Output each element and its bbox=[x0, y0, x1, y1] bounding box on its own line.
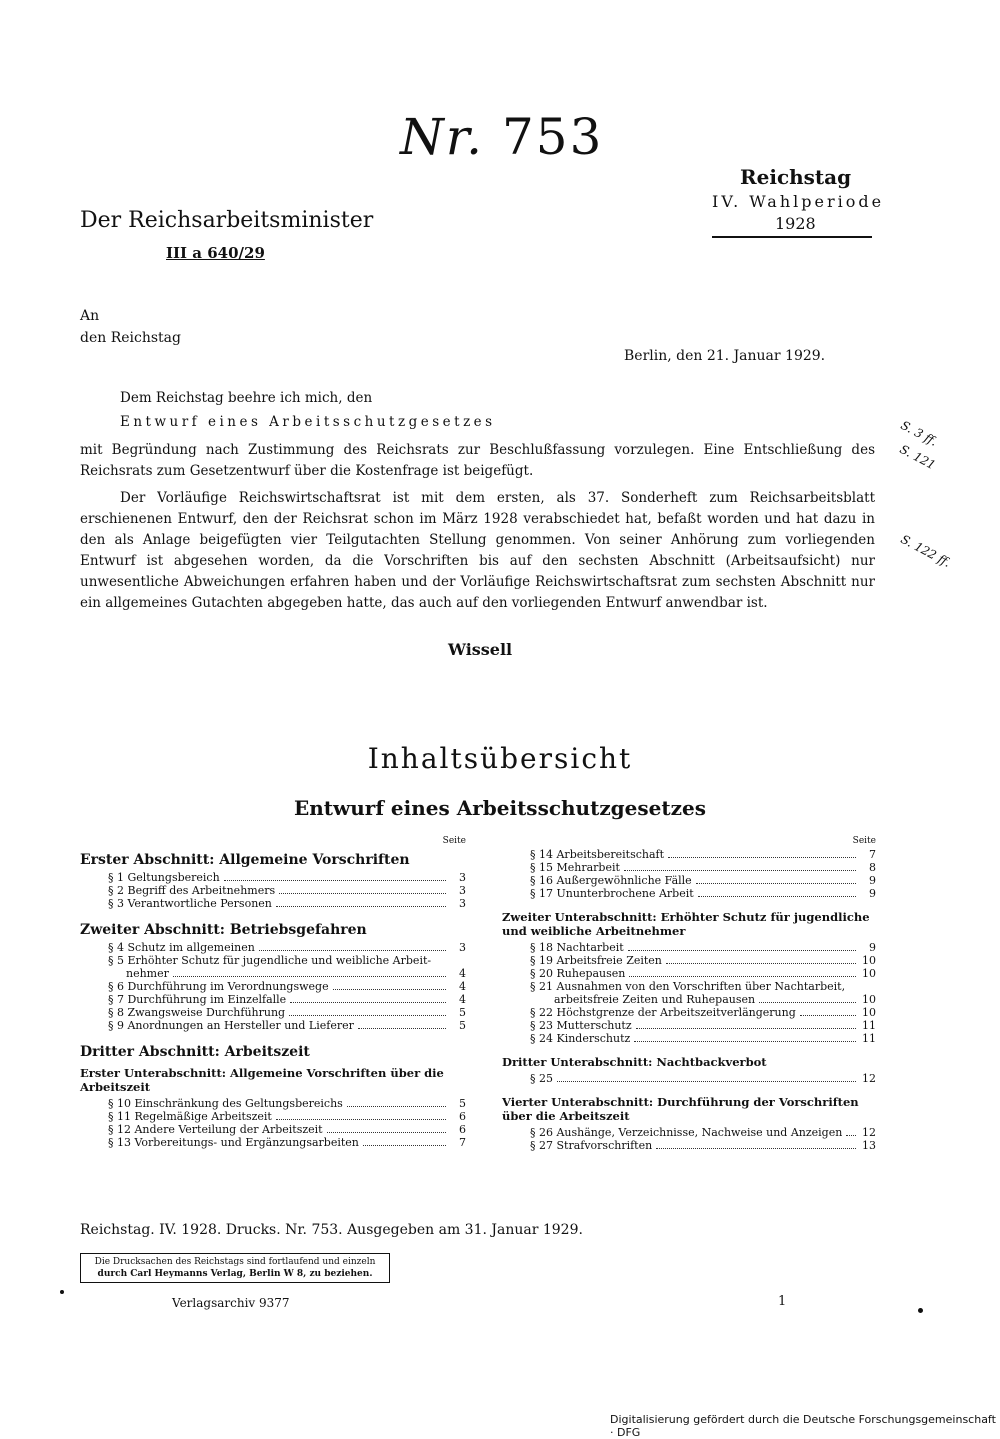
toc-entry-wrap: § 21 Ausnahmen von den Vorschriften über Nachtarbeit, bbox=[530, 980, 846, 993]
toc-right-column bbox=[502, 836, 876, 1152]
archive-number: Verlagsarchiv 9377 bbox=[172, 1296, 290, 1310]
toc-entry: § 2 Begriff des Arbeitnehmers 3 bbox=[108, 884, 466, 897]
toc-entry: § 14 Arbeitsbereitschaft 7 bbox=[530, 848, 876, 861]
number-value: 753 bbox=[501, 108, 604, 166]
signature: Wissell bbox=[448, 640, 513, 659]
toc-entry: nehmer 4 bbox=[126, 967, 466, 980]
toc-entry: § 7 Durchführung im Einzelfalle 4 bbox=[108, 993, 466, 1006]
toc-entry: § 1 Geltungsbereich 3 bbox=[108, 871, 466, 884]
toc-entry: § 22 Höchstgrenze der Arbeitszeitverlängerung 10 bbox=[530, 1006, 876, 1019]
publisher-box-line-1: Die Drucksachen des Reichstags sind fortlaufend und einzeln bbox=[94, 1257, 376, 1267]
toc-entry: § 12 Andere Verteilung der Arbeitszeit 6 bbox=[108, 1123, 466, 1136]
toc-title: Inhaltsübersicht bbox=[367, 742, 633, 775]
addressee-line-1: An bbox=[80, 308, 100, 324]
toc-subtitle: Entwurf eines Arbeitsschutzgesetzes bbox=[294, 796, 706, 820]
subsection-heading: Dritter Unterabschnitt: Nachtbackverbot bbox=[502, 1055, 767, 1069]
number-prefix: Nr. bbox=[400, 108, 485, 166]
toc-entry: arbeitsfreie Zeiten und Ruhepausen 10 bbox=[554, 993, 876, 1006]
toc-entry-wrap: § 5 Erhöhter Schutz für jugendliche und weibliche Arbeit- bbox=[108, 954, 432, 967]
toc-entry: § 15 Mehrarbeit 8 bbox=[530, 861, 876, 874]
subsection-heading: Zweiter Unterabschnitt: Erhöhter Schutz für jugendliche und weibliche Arbeitnehmer bbox=[502, 910, 870, 938]
ink-speck bbox=[918, 1308, 923, 1313]
paragraph-1-line-2: Entwurf eines Arbeitsschutzgesetzes bbox=[120, 414, 496, 430]
publisher-box bbox=[80, 1253, 390, 1283]
toc-entry: § 9 Anordnungen an Hersteller und Lieferer 5 bbox=[108, 1019, 466, 1032]
period-year: 1928 bbox=[775, 214, 816, 233]
toc-entry: § 8 Zwangsweise Durchführung 5 bbox=[108, 1006, 466, 1019]
toc-entry: § 27 Strafvorschriften 13 bbox=[530, 1139, 876, 1152]
section-heading: Zweiter Abschnitt: Betriebsgefahren bbox=[80, 922, 367, 938]
toc-entry: § 24 Kinderschutz 11 bbox=[530, 1032, 876, 1045]
toc-entry: § 20 Ruhepausen 10 bbox=[530, 967, 876, 980]
dfg-credit: Digitalisierung gefördert durch die Deutsche Forschungsgemeinschaft · DFG bbox=[610, 1413, 996, 1439]
publisher-box-line-2: durch Carl Heymanns Verlag, Berlin W 8, zu beziehen. bbox=[97, 1269, 373, 1279]
margin-note-2: S. 121 bbox=[897, 442, 938, 473]
toc-left-column bbox=[80, 836, 466, 1149]
seite-label: Seite bbox=[852, 836, 876, 846]
section-heading: Dritter Abschnitt: Arbeitszeit bbox=[80, 1044, 310, 1060]
seite-label: Seite bbox=[442, 836, 466, 846]
margin-note-1: S. 3 ff. bbox=[898, 418, 940, 449]
toc-entry: § 10 Einschränkung des Geltungsbereichs 5 bbox=[108, 1097, 466, 1110]
paragraph-1-line-1: Dem Reichstag beehre ich mich, den bbox=[120, 390, 373, 406]
paragraph-2: Der Vorläufige Reichswirtschaftsrat ist mit dem ersten, als 37. Sonderheft zum Reichsarbeitsblatt erschienenen Entwurf, den der Reichsrat schon im März 1928 verabschiedet hat, befaßt worden und hat dazu in den als Anlage beigefügten vier Teilgutachten Stellung genommen. Von seiner Anhörung zum vorliegenden Entwurf ist abgesehen worden, da die Vorschriften bis auf den sechsten Abschnitt (Arbeitsaufsicht) nur unwesentliche Abweichungen erfahren haben und der Vorläufige Reichswirtschaftsrat zum sechsten Abschnitt nur ein allgemeines Gutachten abgegeben hatte, das auch auf den vorliegenden Entwurf anwendbar ist. bbox=[80, 490, 875, 611]
toc-entry: § 11 Regelmäßige Arbeitszeit 6 bbox=[108, 1110, 466, 1123]
section-heading: Erster Abschnitt: Allgemeine Vorschriften bbox=[80, 852, 410, 868]
toc-entry: § 4 Schutz im allgemeinen 3 bbox=[108, 941, 466, 954]
toc-entry: § 16 Außergewöhnliche Fälle 9 bbox=[530, 874, 876, 887]
reference-number: III a 640/29 bbox=[166, 244, 265, 262]
subsection-heading: Erster Unterabschnitt: Allgemeine Vorschriften über die Arbeitszeit bbox=[80, 1066, 444, 1094]
paragraph-1-line-3: mit Begründung nach Zustimmung des Reichsrats zur Beschlußfassung vorzulegen. Eine Entschließung des Reichsrats zum Gesetzentwurf über die Kostenfrage ist beigefügt. bbox=[80, 442, 875, 479]
letter-date: Berlin, den 21. Januar 1929. bbox=[624, 348, 826, 364]
period-label: IV. Wahlperiode bbox=[712, 192, 885, 211]
addressee-line-2: den Reichstag bbox=[80, 330, 181, 346]
toc-entry: § 23 Mutterschutz 11 bbox=[530, 1019, 876, 1032]
toc-entry: § 25 12 bbox=[530, 1072, 876, 1085]
page-number: 1 bbox=[778, 1294, 787, 1309]
footer-line: Reichstag. IV. 1928. Drucks. Nr. 753. Ausgegeben am 31. Januar 1929. bbox=[80, 1222, 583, 1238]
toc-entry: § 26 Aushänge, Verzeichnisse, Nachweise und Anzeigen 12 bbox=[530, 1126, 876, 1139]
toc-entry: § 19 Arbeitsfreie Zeiten 10 bbox=[530, 954, 876, 967]
document-number bbox=[400, 108, 603, 166]
toc-entry: § 18 Nachtarbeit 9 bbox=[530, 941, 876, 954]
margin-note-3: S. 122 ff. bbox=[898, 532, 954, 570]
minister-title: Der Reichsarbeitsminister bbox=[80, 208, 374, 233]
toc-entry: § 13 Vorbereitungs- und Ergänzungsarbeiten 7 bbox=[108, 1136, 466, 1149]
subsection-heading: Vierter Unterabschnitt: Durchführung der Vorschriften über die Arbeitszeit bbox=[502, 1095, 859, 1123]
toc-entry: § 17 Ununterbrochene Arbeit 9 bbox=[530, 887, 876, 900]
ink-speck bbox=[60, 1290, 64, 1294]
body-label: Reichstag bbox=[740, 165, 852, 189]
period-underline bbox=[712, 236, 872, 238]
toc-entry: § 6 Durchführung im Verordnungswege 4 bbox=[108, 980, 466, 993]
toc-entry: § 3 Verantwortliche Personen 3 bbox=[108, 897, 466, 910]
